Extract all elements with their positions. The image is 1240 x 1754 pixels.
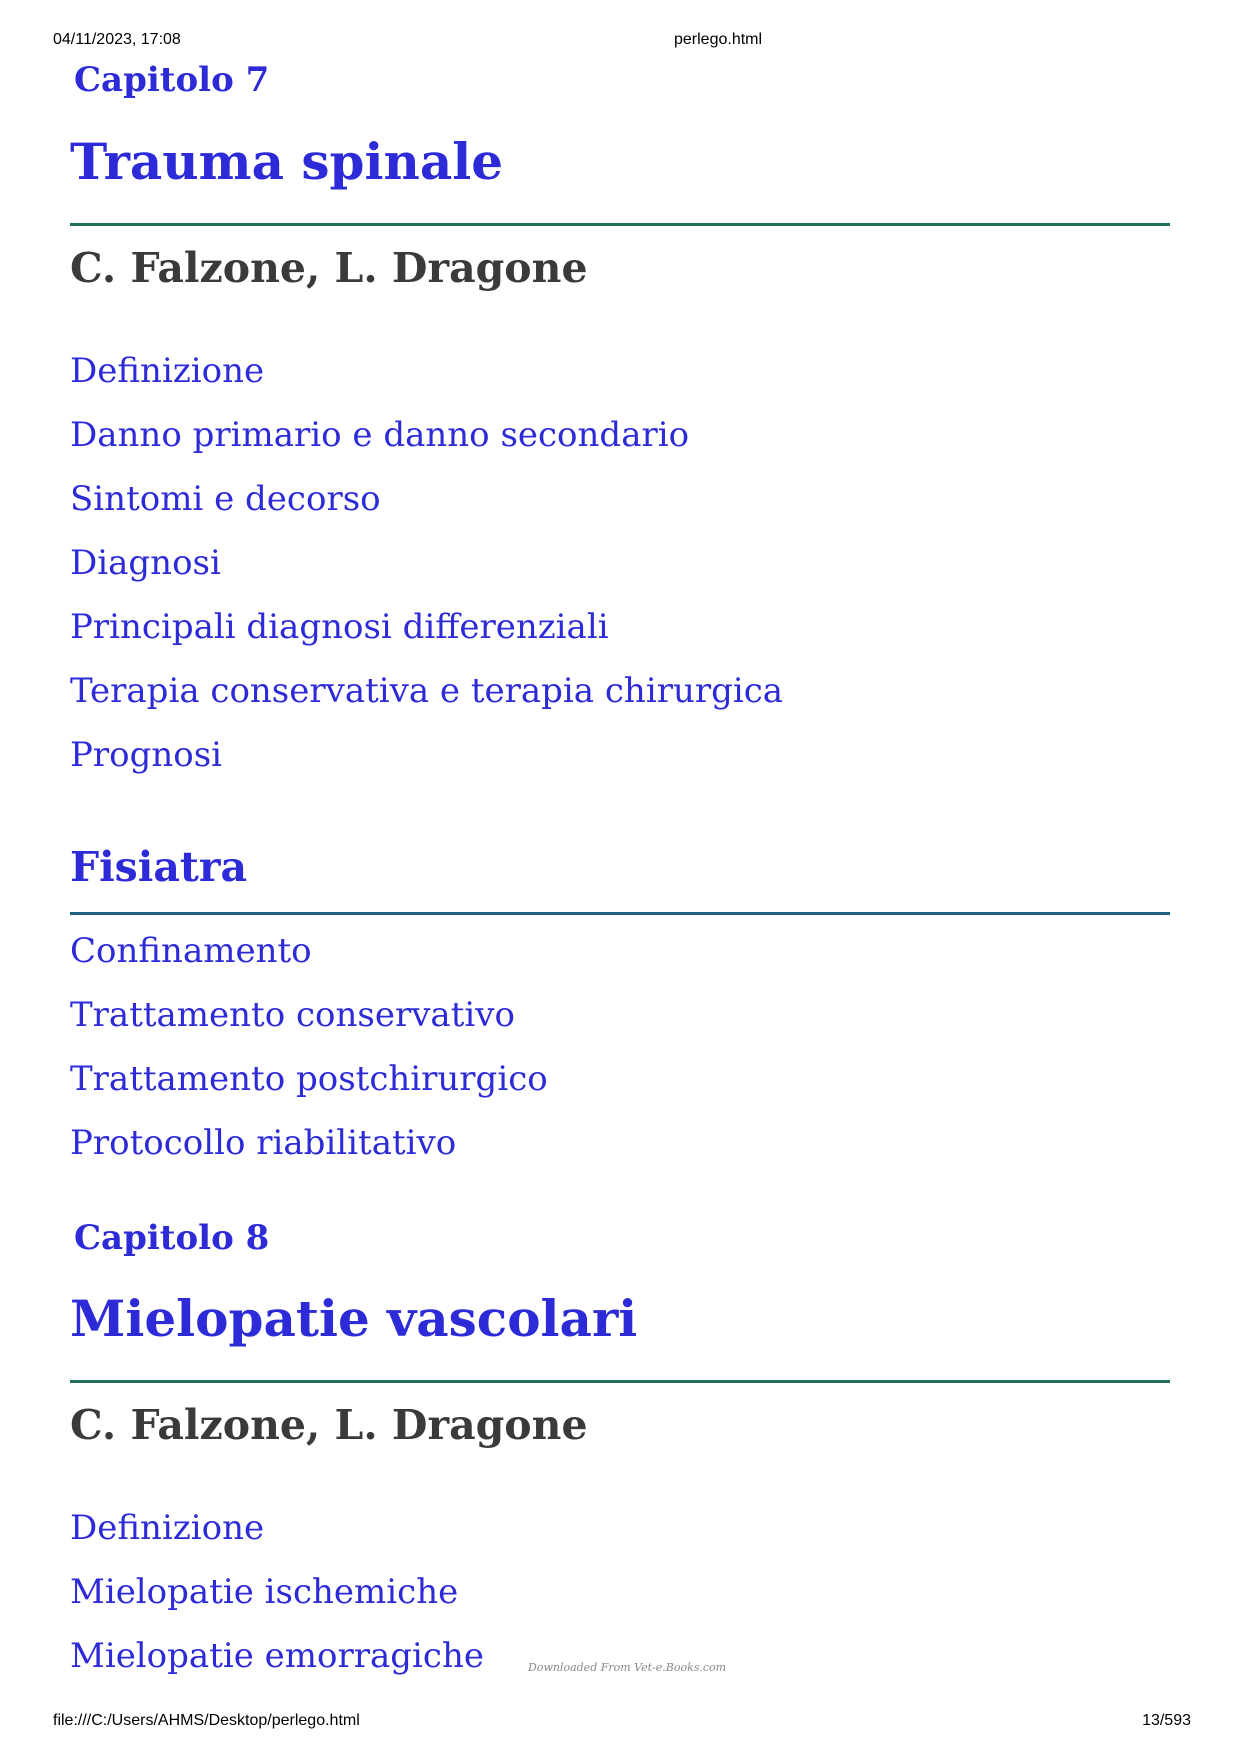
toc-link-danno-primario[interactable]: Danno primario e danno secondario	[70, 415, 690, 455]
chapter-8-toc	[70, 1496, 484, 1688]
chapter-7-title-divider	[70, 223, 1170, 226]
chapter-7-title: Trauma spinale	[70, 132, 504, 191]
section-fisiatra-divider	[70, 912, 1170, 915]
toc-link-mielopatie-emorragiche[interactable]: Mielopatie emorragiche	[70, 1636, 484, 1676]
chapter-8-title: Mielopatie vascolari	[70, 1289, 638, 1348]
chapter-7-label: Capitolo 7	[74, 60, 270, 100]
toc-link-terapia[interactable]: Terapia conservativa e terapia chirurgica	[70, 671, 784, 711]
chapter-7-toc	[70, 339, 783, 787]
chapter-7-authors: C. Falzone, L. Dragone	[70, 244, 588, 292]
toc-link-definizione[interactable]: Definizione	[70, 351, 265, 391]
print-datetime: 04/11/2023, 17:08	[53, 31, 181, 48]
toc-link-diagnosi[interactable]: Diagnosi	[70, 543, 221, 583]
print-page-title: perlego.html	[674, 31, 763, 48]
print-file-url: file:///C:/Users/AHMS/Desktop/perlego.html	[53, 1712, 360, 1729]
toc-link-confinamento[interactable]: Confinamento	[70, 931, 312, 971]
toc-link-diagnosi-differenziali[interactable]: Principali diagnosi differenziali	[70, 607, 609, 647]
toc-link-protocollo-riabilitativo[interactable]: Protocollo riabilitativo	[70, 1123, 457, 1163]
chapter-8-label: Capitolo 8	[74, 1218, 270, 1258]
section-fisiatra-title[interactable]: Fisiatra	[70, 843, 248, 891]
print-footer	[0, 1712, 1240, 1732]
toc-link-trattamento-postchirurgico[interactable]: Trattamento postchirurgico	[70, 1059, 548, 1099]
chapter-8-title-divider	[70, 1380, 1170, 1383]
toc-link-sintomi[interactable]: Sintomi e decorso	[70, 479, 381, 519]
chapter-8-authors: C. Falzone, L. Dragone	[70, 1401, 588, 1449]
toc-link-definizione-ch8[interactable]: Definizione	[70, 1508, 265, 1548]
toc-link-trattamento-conservativo[interactable]: Trattamento conservativo	[70, 995, 515, 1035]
toc-link-prognosi[interactable]: Prognosi	[70, 735, 223, 775]
print-header	[0, 31, 1240, 51]
toc-link-mielopatie-ischemiche[interactable]: Mielopatie ischemiche	[70, 1572, 459, 1612]
fisiatra-toc	[70, 919, 548, 1175]
print-page-number: 13/593	[1142, 1712, 1191, 1729]
watermark: Downloaded From Vet-e.Books.com	[528, 1661, 727, 1674]
